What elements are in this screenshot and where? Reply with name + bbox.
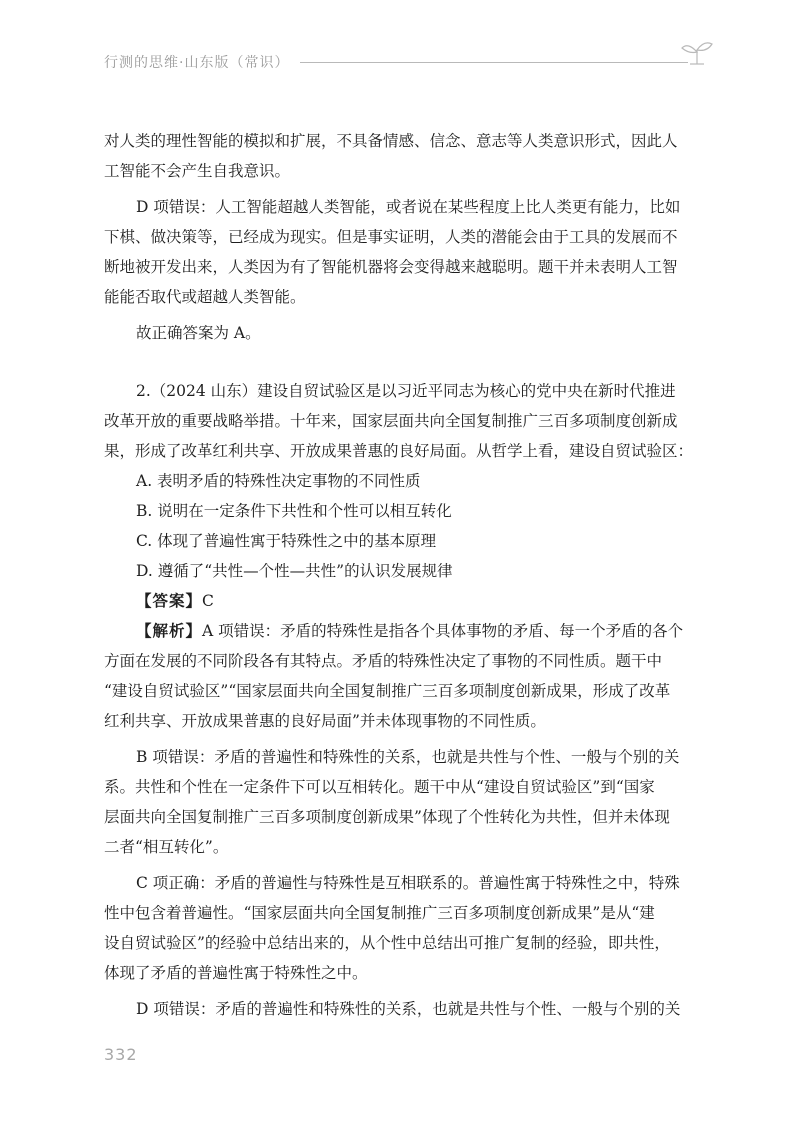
text-line: 层面共向全国复制推广三百多项制度创新成果”体现了个性转化为共性，但并未体现: [104, 808, 670, 826]
page-number: 332: [104, 1045, 138, 1064]
analysis-b: B 项错误：矛盾的普遍性和特殊性的关系，也就是共性与个性、一般与个别的关: [136, 748, 680, 766]
text-line: 二者“相互转化”。: [104, 838, 229, 856]
text-line: 性中包含着普遍性。“国家层面共向全国复制推广三百多项制度创新成果”是从“建: [104, 904, 655, 922]
text-line: 能能否取代或超越人类智能。: [104, 288, 306, 306]
question-stem: 2.（2024 山东）建设自贸试验区是以习近平同志为核心的党中央在新时代推进: [136, 382, 676, 400]
running-header: [104, 48, 720, 78]
text-line: 对人类的理性智能的模拟和扩展，不具备情感、信念、意志等人类意识形式，因此人: [104, 132, 678, 150]
text-line: 下棋、做决策等，已经成为现实。但是事实证明，人类的潜能会由于工具的发展而不: [104, 228, 678, 246]
header-rule: [300, 62, 688, 63]
text-line: 断地被开发出来，人类因为有了智能机器将会变得越来越聪明。题干并未表明人工智: [104, 258, 678, 276]
text-line: 红利共享、开放成果普惠的良好局面”并未体现事物的不同性质。: [104, 712, 546, 730]
analysis-tag: 【解析】: [136, 621, 203, 640]
analysis-a-text: A 项错误：矛盾的特殊性是指各个具体事物的矛盾、每一个矛盾的各个: [202, 622, 684, 640]
text-line: 果，形成了改革红利共享、开放成果普惠的良好局面。从哲学上看，建设自贸试验区：: [104, 442, 694, 460]
page-body: [104, 126, 704, 1024]
text-line: 改革开放的重要战略举措。十年来，国家层面共向全国复制推广三百多项制度创新成: [104, 412, 678, 430]
option-d-explanation: D 项错误：人工智能超越人类智能，或者说在某些程度上比人类更有能力，比如: [136, 198, 681, 216]
answer-line: [104, 586, 704, 616]
analysis-d: D 项错误：矛盾的普遍性和特殊性的关系，也就是共性与个性、一般与个别的关: [136, 1000, 681, 1018]
text-line: 体现了矛盾的普遍性寓于特殊性之中。: [104, 964, 368, 982]
option-a: A. 表明矛盾的特殊性决定事物的不同性质: [136, 472, 421, 490]
option-d: D. 遵循了“共性—个性—共性”的认识发展规律: [136, 562, 453, 580]
text-line: 工智能不会产生自我意识。: [104, 162, 291, 180]
answer-tag: 【答案】: [136, 591, 203, 610]
option-b: B. 说明在一定条件下共性和个性可以相互转化: [136, 502, 452, 520]
text-line: “建设自贸试验区”“国家层面共向全国复制推广三百多项制度创新成果，形成了改革: [104, 682, 671, 700]
running-header-title: 行测的思维·山东版（常识）: [104, 55, 290, 71]
option-c: C. 体现了普遍性寓于特殊性之中的基本原理: [136, 532, 437, 550]
text-line: 设自贸试验区”的经验中总结出来的，从个性中总结出可推广复制的经验，即共性，: [104, 934, 670, 952]
sprout-leaf-icon: [680, 40, 714, 70]
answer-value: C: [202, 592, 214, 610]
text-line: 系。共性和个性在一定条件下可以互相转化。题干中从“建设自贸试验区”到“国家: [104, 778, 655, 796]
analysis-c: C 项正确：矛盾的普遍性与特殊性是互相联系的。普遍性寓于特殊性之中，特殊: [136, 874, 680, 892]
final-answer: 故正确答案为 A。: [136, 324, 261, 342]
analysis-a: [104, 616, 704, 646]
text-line: 方面在发展的不同阶段各有其特点。矛盾的特殊性决定了事物的不同性质。题干中: [104, 652, 663, 670]
